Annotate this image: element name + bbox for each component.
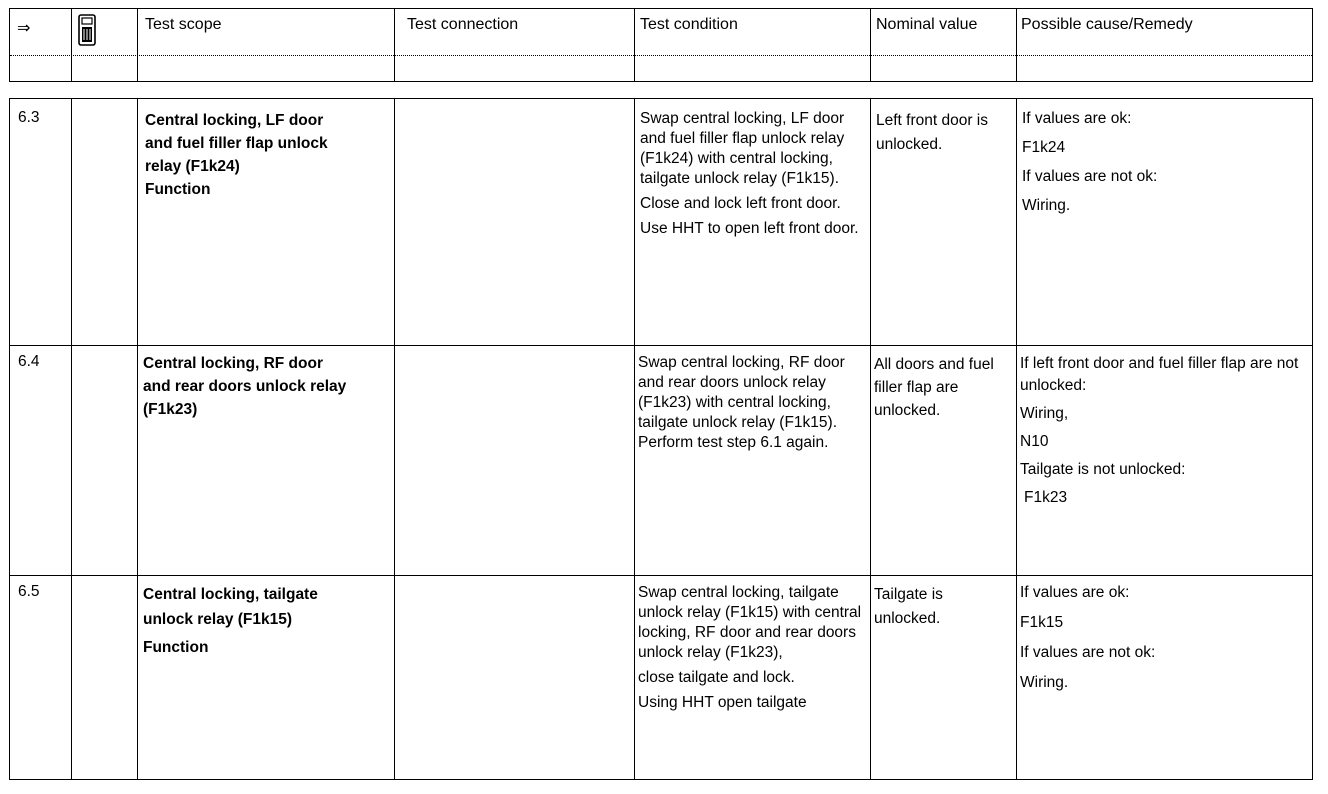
condition-text: Swap central locking, LF door and fuel filler flap unlock relay (F1k24) with central locking, tailgate unlock relay (F1k15). <box>640 110 845 187</box>
scope-line: Function <box>145 181 211 198</box>
scope-line: (F1k23) <box>143 401 198 418</box>
test-condition <box>638 583 863 718</box>
header-test-connection: Test connection <box>407 16 519 33</box>
remedy-text: N10 <box>1020 433 1049 450</box>
remedy-text: If values are not ok: <box>1020 644 1156 661</box>
nominal-value: Left front door is unlocked. <box>876 112 989 153</box>
possible-cause <box>1020 353 1305 514</box>
condition-text: Swap central locking, tailgate unlock relay (F1k15) with central locking, RF door and rear doors unlock relay (F1k23), <box>638 584 862 661</box>
col-divider <box>634 9 635 81</box>
remedy-text: Wiring. <box>1020 674 1069 691</box>
test-scope <box>145 109 380 201</box>
condition-text: Close and lock left front door. <box>640 195 841 212</box>
col-divider <box>870 99 871 779</box>
nominal-value: All doors and fuel filler flap are unlocked. <box>874 356 994 419</box>
step-number: 6.3 <box>18 109 40 126</box>
possible-cause <box>1020 583 1305 698</box>
scope-line: Function <box>143 639 209 656</box>
scope-line: Central locking, LF door <box>145 112 324 129</box>
nominal-value: Tailgate is unlocked. <box>874 586 943 627</box>
remedy-text: If values are not ok: <box>1022 168 1158 185</box>
remedy-text: F1k23 <box>1024 489 1068 506</box>
col-divider <box>1016 99 1017 779</box>
condition-text: Using HHT open tailgate <box>638 694 807 711</box>
col-divider <box>394 9 395 81</box>
test-condition <box>638 353 860 458</box>
col-divider <box>137 9 138 81</box>
remedy-text: Tailgate is not unlocked: <box>1020 461 1186 478</box>
step-number: 6.4 <box>18 353 40 370</box>
header-divider <box>10 55 1312 56</box>
remedy-text: Wiring, <box>1020 405 1069 422</box>
scope-line: Central locking, RF door <box>143 355 323 372</box>
header-test-scope: Test scope <box>145 16 222 33</box>
col-divider <box>1016 9 1017 81</box>
test-scope <box>143 352 383 421</box>
scope-line: Central locking, tailgate <box>143 586 318 603</box>
scope-line: relay (F1k24) <box>145 158 240 175</box>
col-divider <box>71 99 72 779</box>
header-possible-cause: Possible cause/Remedy <box>1021 16 1193 33</box>
remedy-text: F1k24 <box>1022 139 1066 156</box>
row-divider <box>10 345 1312 346</box>
possible-cause <box>1022 109 1307 221</box>
scope-line: and fuel filler flap unlock <box>145 135 328 152</box>
col-divider <box>71 9 72 81</box>
remedy-text: F1k15 <box>1020 614 1064 631</box>
header-test-condition: Test condition <box>640 16 738 33</box>
scope-line: and rear doors unlock relay <box>143 378 347 395</box>
col-divider <box>634 99 635 779</box>
test-condition <box>640 109 860 244</box>
row-divider <box>10 575 1312 576</box>
col-divider <box>394 99 395 779</box>
remedy-text: If values are ok: <box>1020 584 1130 601</box>
test-scope <box>143 582 383 660</box>
condition-text: Use HHT to open left front door. <box>640 220 859 237</box>
header-nominal-value: Nominal value <box>876 16 978 33</box>
remedy-text: If values are ok: <box>1022 110 1132 127</box>
col-divider <box>137 99 138 779</box>
condition-text: close tailgate and lock. <box>638 669 795 686</box>
condition-text: Swap central locking, RF door and rear doors unlock relay (F1k23) with central locking, tailgate unlock relay (F1k15). Perform test step 6.1 again. <box>638 354 845 451</box>
scope-line: unlock relay (F1k15) <box>143 611 293 628</box>
step-number: 6.5 <box>18 583 40 600</box>
remedy-text: Wiring. <box>1022 197 1071 214</box>
tester-device-icon <box>78 14 96 46</box>
col-divider <box>870 9 871 81</box>
remedy-text: If left front door and fuel filler flap are not unlocked: <box>1020 355 1299 394</box>
arrow-icon: ⇒ <box>17 20 31 37</box>
